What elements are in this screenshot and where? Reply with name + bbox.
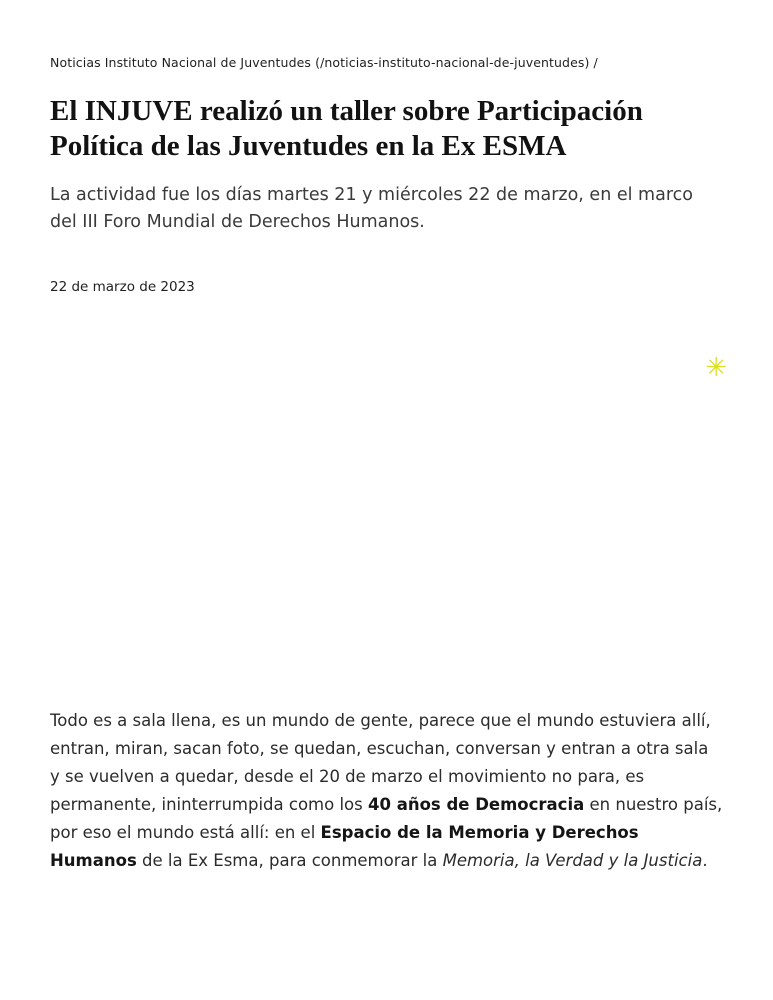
breadcrumb-link-noticias[interactable]: Noticias Instituto Nacional de Juventudes (/noticias-instituto-nacional-de-juventudes) [50, 55, 590, 70]
article-paragraph [50, 707, 728, 875]
paragraph-text-segment: Todo es a sala llena, es un mundo de gente, parece que el mundo estuviera allí, entran, miran, sacan foto, se quedan, escuchan, conversan y entran a otra sala y se vuelven a quedar, desde el 20 de marzo el movimiento no para, es permanente, ininterrumpida como los [50, 710, 716, 814]
breadcrumb-separator: / [593, 55, 598, 70]
article-date: 22 de marzo de 2023 [50, 278, 195, 295]
article-title: El INJUVE realizó un taller sobre Participación Política de las Juventudes en la Ex ESMA [50, 94, 643, 162]
breadcrumb [50, 54, 723, 72]
article-lede: La actividad fue los días martes 21 y miércoles 22 de marzo, en el marco del III Foro Mundial de Derechos Humanos. [50, 185, 693, 233]
loading-spinner-icon: ✳ [705, 352, 727, 383]
article-image-placeholder [50, 307, 727, 707]
paragraph-text-segment: . [702, 850, 708, 870]
paragraph-text-segment: en nuestro país, por eso el mundo está allí: en el [50, 794, 728, 842]
paragraph-bold-democracia: 40 años de Democracia [367, 794, 585, 814]
paragraph-bold-espacio-memoria: Espacio de la Memoria y Derechos Humanos [50, 822, 645, 870]
paragraph-italic-memoria-verdad-justicia: Memoria, la Verdad y la Justicia [442, 850, 703, 870]
paragraph-text-segment: de la Ex Esma, para conmemorar la [136, 850, 443, 870]
